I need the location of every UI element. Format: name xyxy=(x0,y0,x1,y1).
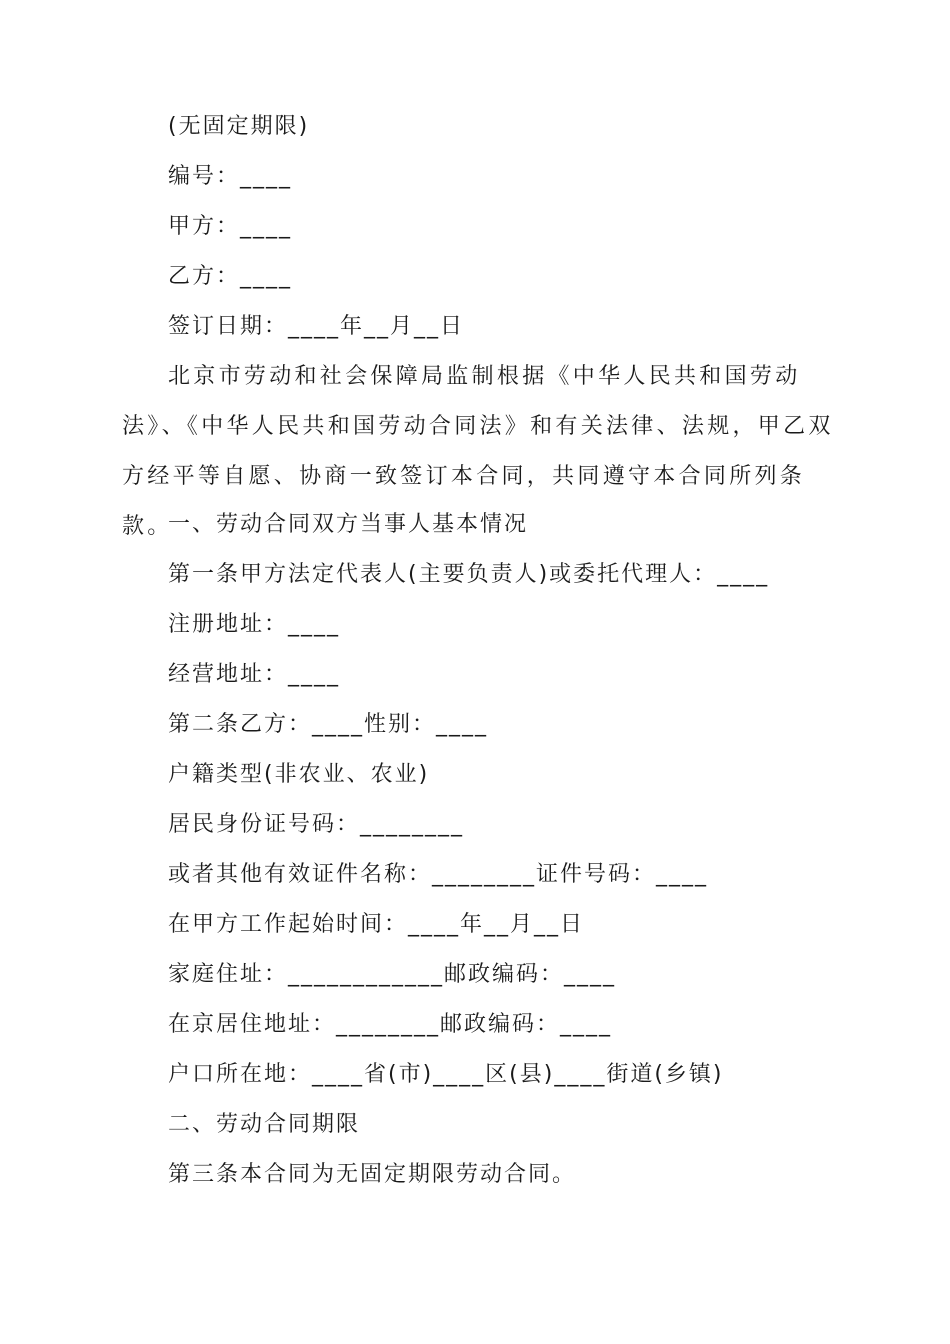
section-heading-2: 二、劳动合同期限 xyxy=(168,1112,361,1137)
business-address: 经营地址：____ xyxy=(168,662,341,687)
registered-address: 注册地址：____ xyxy=(168,612,341,637)
household-type: 户籍类型(非农业、农业) xyxy=(168,762,430,787)
sign-date: 签订日期：____年__月__日 xyxy=(168,314,465,339)
hukou-location: 户口所在地：____省(市)____区(县)____街道(乡镇) xyxy=(168,1062,724,1087)
contract-number: 编号：____ xyxy=(168,164,293,189)
article-2: 第二条乙方：____性别：____ xyxy=(168,712,489,737)
party-b: 乙方：____ xyxy=(168,264,293,289)
article-1: 第一条甲方法定代表人(主要负责人)或委托代理人：____ xyxy=(168,562,770,587)
section-heading-1: 一、劳动合同双方当事人基本情况 xyxy=(168,512,529,537)
party-a: 甲方：____ xyxy=(168,214,293,239)
preamble-paragraph: 北京市劳动和社会保障局监制根据《中华人民共和国劳动法》、《中华人民共和国劳动合同法》和有关法律、法规，甲乙双方经平等自愿、协商一致签订本合同，共同遵守本合同所列条款。 xyxy=(122,364,834,539)
start-date: 在甲方工作起始时间：____年__月__日 xyxy=(168,912,585,937)
contract-subtitle: (无固定期限) xyxy=(168,114,310,139)
id-number: 居民身份证号码：________ xyxy=(168,812,465,837)
other-id: 或者其他有效证件名称：________证件号码：____ xyxy=(168,862,709,887)
home-address: 家庭住址：____________邮政编码：____ xyxy=(168,962,617,987)
article-3: 第三条本合同为无固定期限劳动合同。 xyxy=(168,1162,577,1187)
beijing-address: 在京居住地址：________邮政编码：____ xyxy=(168,1012,613,1037)
